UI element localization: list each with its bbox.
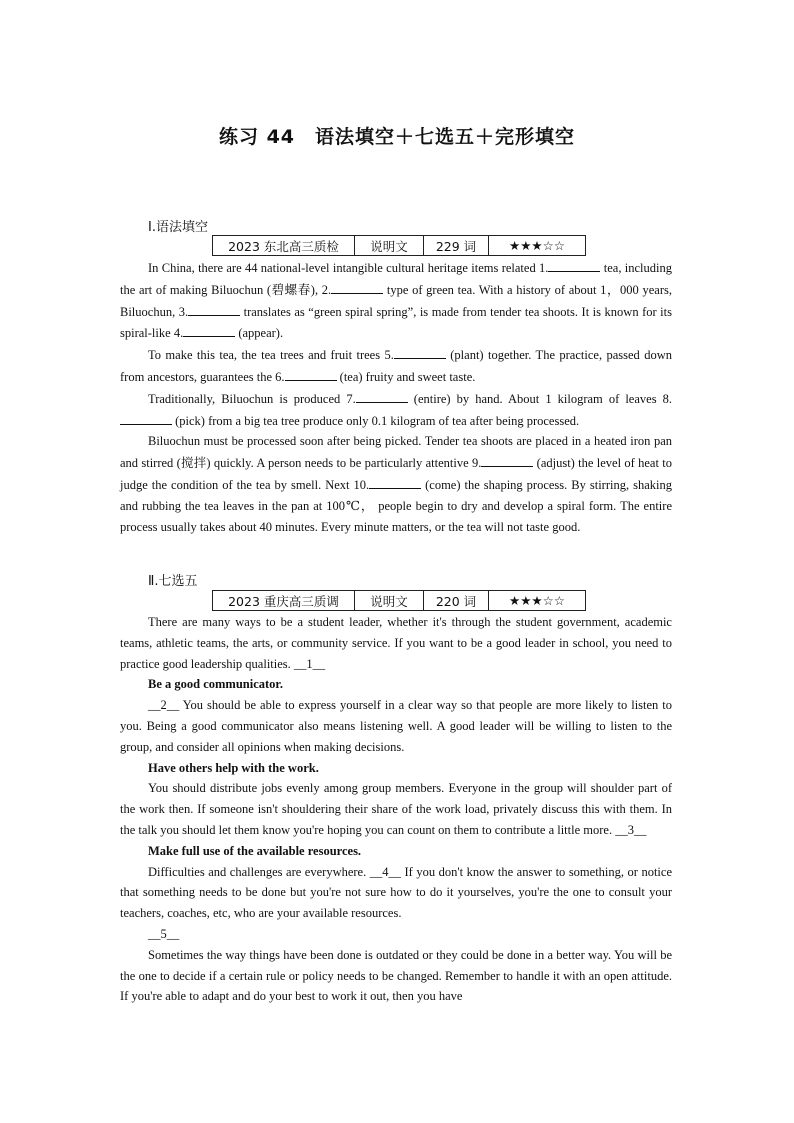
- answer-slot-4[interactable]: __4__: [369, 864, 401, 879]
- paragraph: You should distribute jobs evenly among group members. Everyone in the group will shoulder part of the work then. If someone isn't shouldering their share of the work load, privately discuss this with them. In the talk you should let them know you're hoping you can count on them to contribute a little more. __3__: [120, 781, 672, 837]
- paragraph: To make this tea, the tea trees and fruit trees 5. (plant) together. The practice, passed down from ancestors, guarantees the 6. (tea) fruity and sweet taste.: [120, 344, 672, 388]
- subheading: Make full use of the available resources.: [148, 843, 362, 858]
- answer-slot-5[interactable]: __5__: [148, 926, 180, 941]
- paragraph: Sometimes the way things have been done is outdated or they could be done in a better way. You will be the one to decide if a certain rule or policy needs to be changed. Remember to handle it with an open attitude. If you're able to adapt and do your best to work it out, then you have: [120, 947, 672, 1004]
- answer-blank-5[interactable]: [394, 344, 446, 359]
- answer-slot-1[interactable]: __1__: [293, 656, 326, 671]
- subheading: Be a good communicator.: [148, 677, 283, 692]
- difficulty-cell: ★★★☆☆: [489, 591, 586, 611]
- section-1-heading: Ⅰ.语法填空: [148, 220, 208, 235]
- difficulty-cell: ★★★☆☆: [489, 236, 586, 256]
- source-cell: 2023 东北高三质检: [213, 236, 355, 256]
- paragraph: __2__ You should be able to express yourself in a clear way so that people are more likely to listen to you. Being a good communicator also means listening well. A good leader will be willing to listen to the group, and consider all opinions when making decisions.: [120, 698, 672, 754]
- answer-blank-8[interactable]: [120, 410, 172, 425]
- word-count-cell: 229 词: [424, 236, 489, 256]
- answer-slot-3[interactable]: __3__: [615, 822, 647, 837]
- section-1-info-table: [212, 235, 586, 256]
- section-2-passage: [120, 612, 672, 1007]
- paragraph: Traditionally, Biluochun is produced 7. (entire) by hand. About 1 kilogram of leaves 8. (pick) from a big tea tree produce only 0.1 kilogram of tea after being processed.: [120, 388, 672, 432]
- paragraph: In China, there are 44 national-level intangible cultural heritage items related 1. tea, including the art of making Biluochun (碧螺春), 2. type of green tea. With a history of about 1，000 years, Biluochun, 3. translates as “green spiral spring”, is made from tender tea shoots. It is known for its spiral-like 4. (appear).: [120, 257, 672, 344]
- answer-blank-6[interactable]: [285, 366, 337, 381]
- answer-blank-3[interactable]: [188, 301, 240, 316]
- subheading: Have others help with the work.: [148, 760, 319, 775]
- paragraph: [120, 924, 672, 945]
- section-1-passage: [120, 257, 672, 537]
- genre-cell: 说明文: [355, 236, 424, 256]
- answer-blank-2[interactable]: [331, 279, 383, 294]
- paragraph: Difficulties and challenges are everywhere. __4__ If you don't know the answer to something, or notice that something needs to be done but you're not sure how to do it yourselves, you're the one to consult your teachers, coaches, etc, who are your available resources.: [120, 864, 672, 921]
- answer-blank-9[interactable]: [481, 452, 533, 467]
- answer-slot-2[interactable]: __2__: [148, 698, 180, 713]
- section-2-info-table: [212, 590, 586, 611]
- paragraph: Biluochun must be processed soon after being picked. Tender tea shoots are placed in a heated iron pan and stirred (搅拌) quickly. A person needs to be particularly attentive 9. (adjust) the level of heat to judge the condition of the tea by smell. Next 10. (come) the shaping process. By stirring, shaking and rubbing the tea leaves in the pan at 100℃， people begin to dry and develop a spiral form. The entire process usually takes about 40 minutes. Every minute matters, or the tea will not taste good.: [120, 434, 673, 534]
- paragraph: There are many ways to be a student leader, whether it's through the student government, academic teams, athletic teams, the arts, or community service. If you want to be a good leader in school, you need to practice good leadership qualities. __1__: [120, 615, 672, 671]
- word-count-cell: 220 词: [424, 591, 489, 611]
- answer-blank-1[interactable]: [548, 257, 600, 272]
- answer-blank-10[interactable]: [369, 474, 421, 489]
- genre-cell: 说明文: [355, 591, 424, 611]
- source-cell: 2023 重庆高三质调: [213, 591, 355, 611]
- page-title: 练习 44 语法填空＋七选五＋完形填空: [218, 126, 576, 148]
- section-2-heading: Ⅱ.七选五: [148, 574, 198, 589]
- answer-blank-4[interactable]: [183, 322, 235, 337]
- answer-blank-7[interactable]: [356, 388, 408, 403]
